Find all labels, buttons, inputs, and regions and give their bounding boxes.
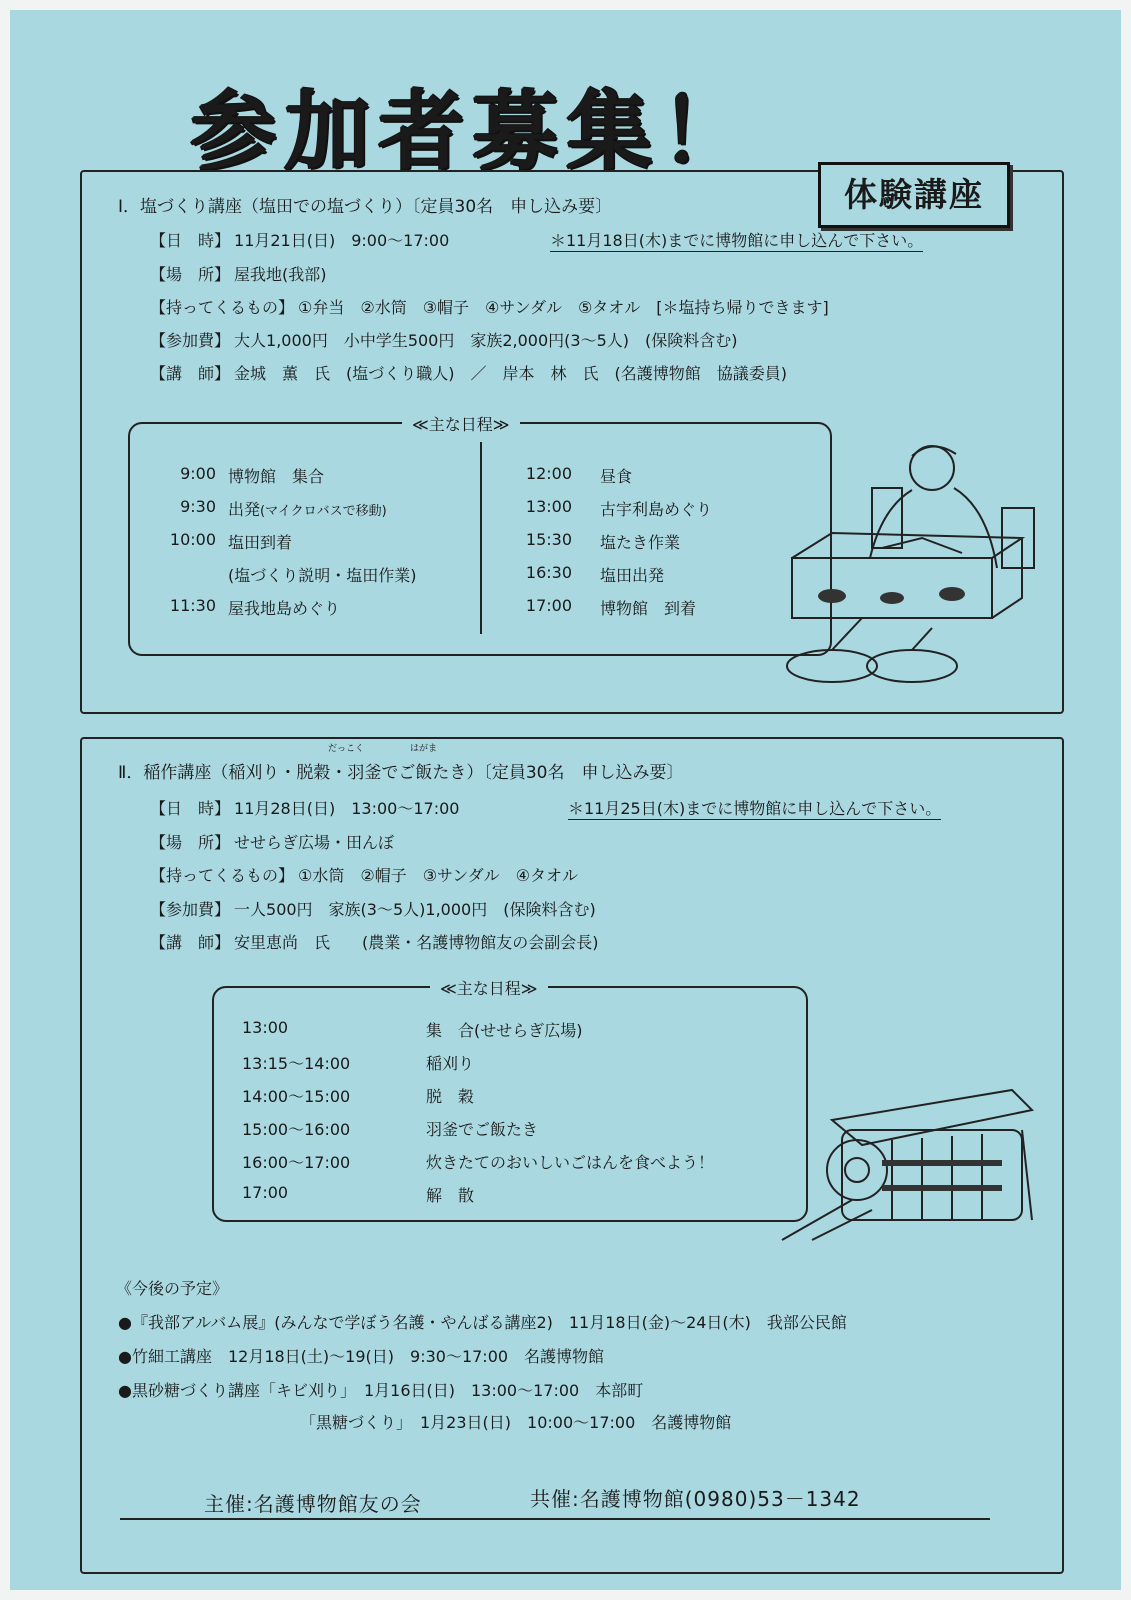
schedule-activity: 稲刈り [426, 1054, 475, 1073]
course2-deadline: ＊11月25日(木)までに博物館に申し込んで下さい。 [568, 796, 941, 820]
schedule-time: 16:00～17:00 [242, 1153, 351, 1172]
organizer: 主催:名護博物館友の会 [204, 1492, 422, 1516]
schedule-activity [228, 497, 387, 520]
schedule-time: 15:30 [525, 530, 572, 549]
date-label: 【日 時】 [150, 799, 231, 818]
schedule-time: 13:00 [525, 497, 572, 516]
fee-value: 大人1,000円 小中学生500円 家族2,000円(3～5人) (保険料含む) [234, 331, 738, 350]
fee-label: 【参加費】 [150, 331, 231, 350]
course1-bring-row [150, 295, 829, 318]
course2-bring-row [150, 863, 578, 886]
schedule-activity: 解 散 [426, 1186, 475, 1205]
lecturer-value: 安里恵尚 氏 (農業・名護博物館友の会副会長) [234, 933, 599, 952]
course2-fee-row [150, 897, 596, 920]
place-value: 屋我地(我部) [234, 265, 327, 284]
schedule-time: 13:00 [242, 1018, 289, 1037]
schedule-activity: 古宇利島めぐり [600, 500, 713, 519]
future-item: ●『我部アルバム展』(みんなで学ぼう名護・やんばる講座2) 11月18日(金)～24日(木) 我部公民館 [118, 1313, 847, 1332]
course1-fee-row [150, 328, 738, 351]
flyer-sheet [10, 10, 1121, 1590]
schedule-time: 12:00 [525, 464, 572, 483]
ruby-dakkoku: だっこく [328, 744, 365, 754]
cohost-contact: 共催:名護博物館(0980)53－1342 [530, 1487, 861, 1511]
lecturer-value: 金城 薫 氏 (塩づくり職人) ／ 岸本 林 氏 (名護博物館 協議委員) [234, 364, 787, 383]
course1-date-row [150, 228, 449, 251]
ruby-hagama: はがま [410, 744, 438, 754]
schedule-time: 14:00～15:00 [242, 1087, 351, 1106]
schedule-time: 11:30 [169, 596, 216, 615]
schedule-activity: 集 合(せせらぎ広場) [426, 1021, 583, 1040]
future-item: 「黒糖づくり」 1月23日(日) 10:00～17:00 名護博物館 [300, 1413, 732, 1432]
course1-lecturer-row [150, 361, 787, 384]
schedule-activity: 炊きたてのおいしいごはんを食べよう！ [426, 1153, 715, 1172]
course2-heading: Ⅱ．稲作講座（稲刈り・脱穀・羽釜でご飯たき）〔定員30名 申し込み要〕 [118, 763, 684, 783]
fee-value: 一人500円 家族(3～5人)1,000円 (保険料含む) [234, 900, 596, 919]
schedule-time: 13:15～14:00 [242, 1054, 351, 1073]
lecturer-label: 【講 師】 [150, 364, 231, 383]
course1-deadline: ＊11月18日(木)までに博物館に申し込んで下さい。 [550, 228, 923, 252]
course2-date-row [150, 796, 459, 819]
place-label: 【場 所】 [150, 833, 231, 852]
course1-place-row [150, 262, 327, 285]
course1-schedule-title: ≪主な日程≫ [402, 412, 520, 435]
course2-lecturer-row [150, 930, 599, 953]
date-value: 11月28日(日) 13:00～17:00 [234, 799, 460, 818]
date-value: 11月21日(日) 9:00～17:00 [234, 231, 450, 250]
date-label: 【日 時】 [150, 231, 231, 250]
course1-heading: Ⅰ．塩づくり講座（塩田での塩づくり）〔定員30名 申し込み要〕 [118, 197, 613, 217]
future-item: ●竹細工講座 12月18日(土)～19(日) 9:30～17:00 名護博物館 [118, 1347, 605, 1366]
schedule-time: 17:00 [525, 596, 572, 615]
lecturer-label: 【講 師】 [150, 933, 231, 952]
schedule-divider [480, 442, 482, 634]
bring-label: 【持ってくるもの】 [150, 298, 295, 317]
page-title: 参加者募集！ [190, 82, 754, 182]
schedule-activity: 博物館 集合 [228, 467, 325, 486]
salt-making-illustration [762, 428, 1052, 700]
schedule-time: 16:30 [525, 563, 572, 582]
place-label: 【場 所】 [150, 265, 231, 284]
schedule-activity: 脱 穀 [426, 1087, 475, 1106]
place-value: せせらぎ広場・田んぼ [234, 833, 395, 852]
schedule-activity: 塩田出発 [600, 566, 665, 585]
course2-schedule-title: ≪主な日程≫ [430, 976, 548, 999]
workshop-badge: 体験講座 [818, 162, 1010, 228]
schedule-activity-note: (マイクロバスで移動) [260, 504, 387, 519]
bring-label: 【持ってくるもの】 [150, 866, 295, 885]
bring-value: ①弁当 ②水筒 ③帽子 ④サンダル ⑤タオル [＊塩持ち帰りできます] [298, 298, 829, 317]
schedule-time: 9:30 [180, 497, 216, 516]
schedule-time: 9:00 [180, 464, 216, 483]
schedule-activity: 博物館 到着 [600, 599, 697, 618]
schedule-activity: 屋我地島めぐり [228, 599, 341, 618]
schedule-activity-main: 出発 [228, 500, 261, 519]
schedule-activity: 塩たき作業 [600, 533, 681, 552]
footer-underline [120, 1518, 990, 1520]
threshing-machine-illustration [772, 1070, 1042, 1250]
schedule-time: 17:00 [242, 1183, 289, 1202]
schedule-time: 15:00～16:00 [242, 1120, 351, 1139]
schedule-time: 10:00 [169, 530, 216, 549]
schedule-activity: 塩田到着 [228, 533, 293, 552]
schedule-activity: 羽釜でご飯たき [426, 1120, 539, 1139]
bring-value: ①水筒 ②帽子 ③サンダル ④タオル [298, 866, 578, 885]
course2-place-row [150, 830, 394, 853]
schedule-activity: 昼食 [600, 467, 633, 486]
future-title: 《今後の予定》 [116, 1279, 229, 1298]
fee-label: 【参加費】 [150, 900, 231, 919]
schedule-activity: (塩づくり説明・塩田作業) [228, 566, 417, 585]
future-item: ●黒砂糖づくり講座「キビ刈り」 1月16日(日) 13:00～17:00 本部町 [118, 1381, 644, 1400]
